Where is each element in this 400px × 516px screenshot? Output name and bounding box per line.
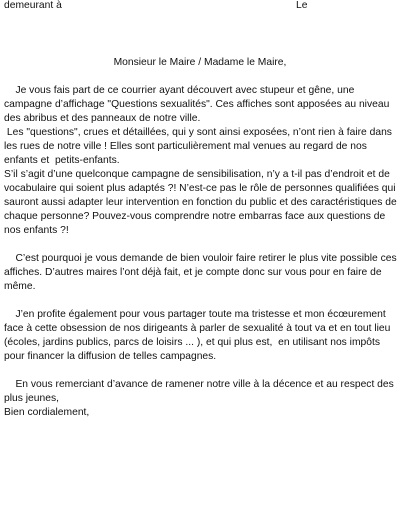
text-line: S’il s’agit d’une quelconque campagne de sensibilisation, n’y a t-il pas d’endroit et de [4,169,390,180]
text-line: Les "questions", crues et détaillées, qui y sont ainsi exposées, n’ont rien à faire dans [4,127,392,138]
signoff: Bien cordialement, [4,407,90,418]
text-line: campagne d’affichage "Questions sexualités". Ces affiches sont apposées au niveau [4,99,390,110]
text-line: les rues de notre ville ! Elles sont particulièrement mal venues au regard de nos [4,141,367,152]
paragraph-gap [4,294,396,308]
paragraph-gap [4,364,396,378]
text-line: enfants et petits-enfants. [4,155,120,166]
text-line: affiches. D’autres maires l’ont déjà fait, et je compte donc sur vous pour en faire de [4,267,382,278]
paragraph-request [4,252,396,294]
text-line: sauront aussi adapter leur intervention en fonction du public et des caractéristiques de [4,197,397,208]
text-line: C’est pourquoi je vous demande de bien vouloir faire retirer le plus vite possible ces [4,253,397,264]
text-line: Je vous fais part de ce courrier ayant découvert avec stupeur et gêne, une [4,85,355,96]
residence-label: demeurant à [4,0,62,11]
text-line: des abribus et des panneaux de notre ville. [4,113,201,124]
text-line: J’en profite également pour vous partager toute ma tristesse et mon écœurement [4,309,386,320]
text-line: nos enfants ?! [4,225,69,236]
paragraph-complaint [4,84,396,238]
text-line: face à cette obsession de nos dirigeants à parler de sexualité à tout va et en tout lieu [4,323,391,334]
date-label: Le [296,0,308,11]
text-line: En vous remerciant d’avance de ramener notre ville à la décence et au respect des [4,379,394,390]
text-line: (écoles, jardins publics, parcs de loisirs ... ), et qui plus est, en utilisant nos impôts [4,337,381,348]
salutation: Monsieur le Maire / Madame le Maire, [113,57,287,68]
text-line: même. [4,281,36,292]
text-line: plus jeunes, [4,393,59,404]
paragraph-closing [4,378,396,420]
text-line: chaque personne? Pouvez-vous comprendre notre embarras face aux questions de [4,211,386,222]
paragraph-sentiment [4,308,396,364]
letter-header [0,0,400,14]
letter-body [4,84,396,420]
text-line: pour financer la diffusion de telles campagnes. [4,351,217,362]
paragraph-gap [4,238,396,252]
text-line: vocabulaire qui soient plus adaptés ?! N’est-ce pas le rôle de personnes qualifiées qui [4,183,396,194]
